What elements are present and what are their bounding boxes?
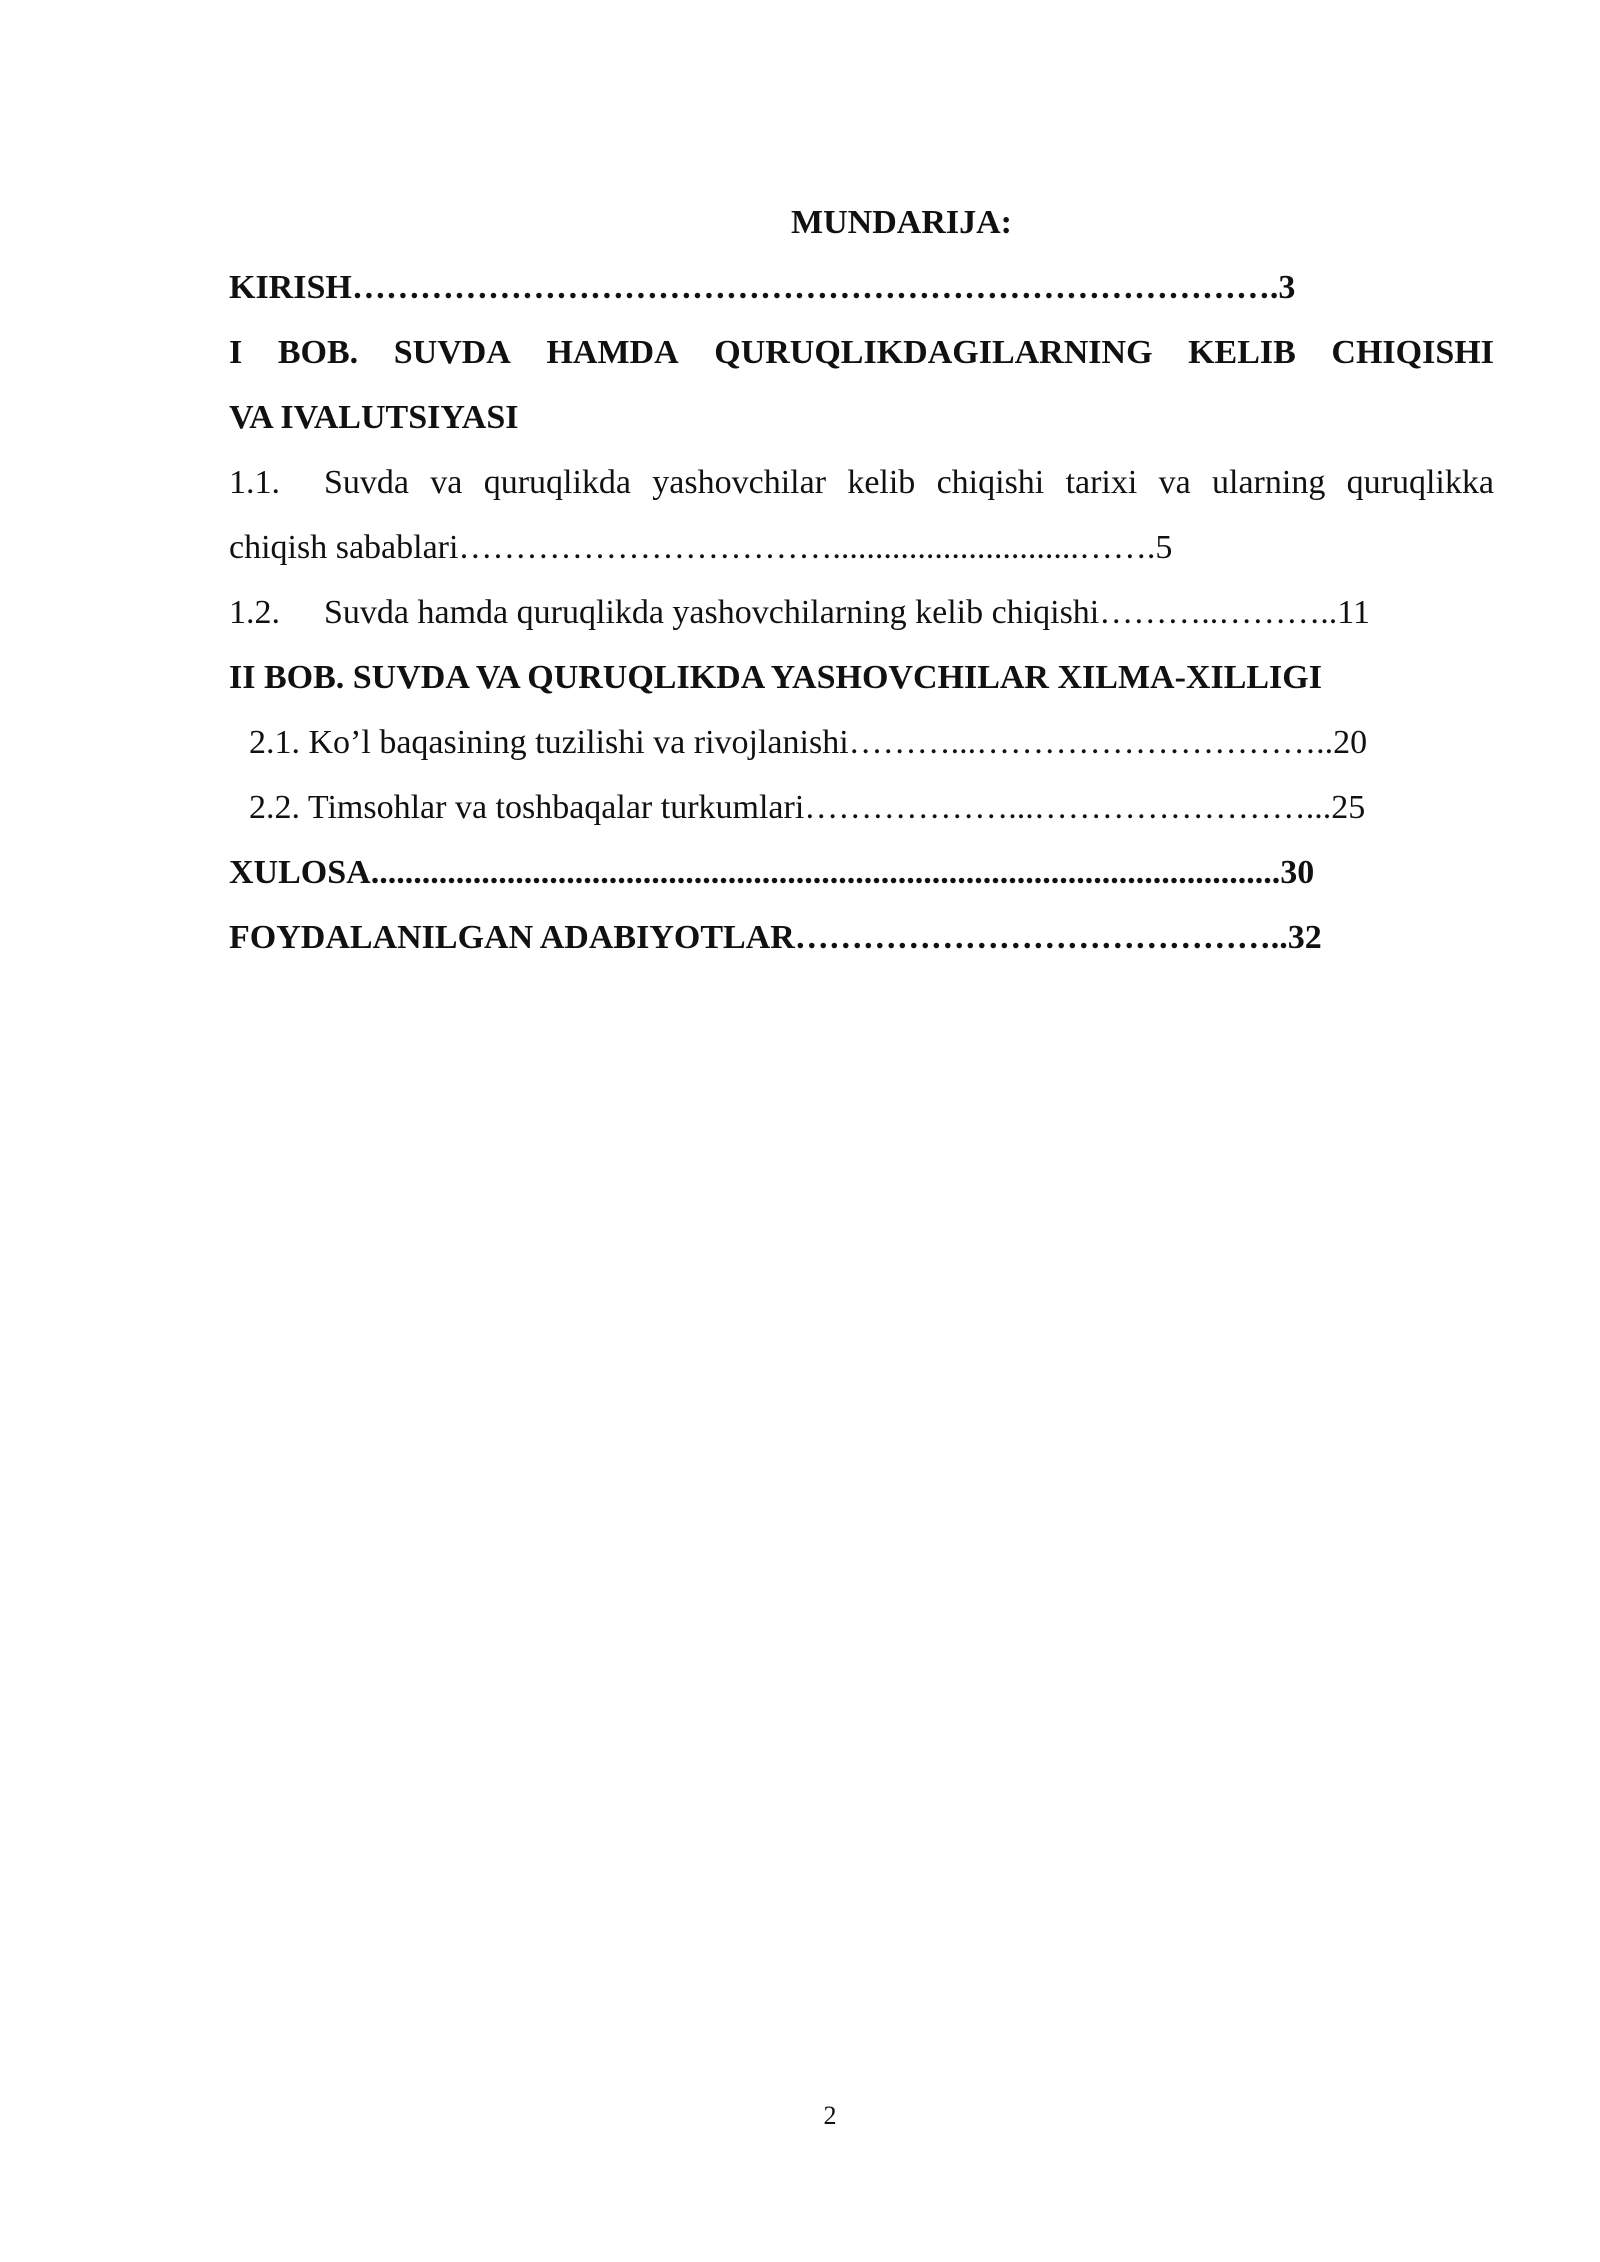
title-word: quruqlikka (1346, 464, 1494, 501)
title-word: chiqishi (936, 464, 1045, 501)
heading-word: I (229, 334, 243, 371)
title-word: va (1158, 464, 1191, 501)
toc-entry-1-2 (229, 580, 1494, 645)
section-number: 1.1. (229, 464, 280, 501)
toc-entry-2-1: 2.1. Ko’l baqasining tuzilishi va rivojlanishi………...…………………………..20 (249, 724, 1368, 761)
heading-word: CHIQISHI (1331, 334, 1494, 371)
page-number: 2 (823, 2101, 837, 2130)
title-word: tarixi (1065, 464, 1138, 501)
heading-word: KELIB (1188, 334, 1296, 371)
title-word: quruqlikda (483, 464, 631, 501)
heading-word: QURUQLIKDAGILARNING (714, 334, 1153, 371)
section-number: 1.2. (229, 594, 280, 631)
toc-entry-xulosa: XULOSA...........................................................................................................30 (229, 854, 1315, 891)
title-word: yashovchilar (652, 464, 827, 501)
toc-entry-adabiyotlar: FOYDALANILGAN ADABIYOTLAR……………………………………..32 (229, 919, 1322, 956)
toc-chapter1-heading (229, 320, 1494, 385)
toc-chapter1-heading-cont: VA IVALUTSIYASI (229, 399, 519, 436)
heading-word: BOB. (277, 334, 359, 371)
toc-entry-2-2: 2.2. Timsohlar va toshbaqalar turkumlari………………...……………………...25 (249, 789, 1366, 826)
toc-entry-1-1-cont: chiqish sabablari…………………………….............................…….5 (229, 529, 1173, 566)
title-word: kelib (847, 464, 916, 501)
toc-title: MUNDARIJA: (791, 204, 1012, 241)
toc-entry-kirish: KIRISH……………………………………………………………………….3 (229, 269, 1296, 306)
title-word: va (430, 464, 463, 501)
heading-word: HAMDA (546, 334, 679, 371)
title-word: Suvda (324, 464, 409, 501)
toc-chapter2-heading: II BOB. SUVDA VA QURUQLIKDA YASHOVCHILAR XILMA-XILLIGI (229, 659, 1322, 696)
section-title-line (324, 450, 1494, 515)
title-word: ularning (1212, 464, 1326, 501)
heading-word: SUVDA (393, 334, 511, 371)
toc-entry-1-1 (229, 450, 1494, 515)
section-title: Suvda hamda quruqlikda yashovchilarning kelib chiqishi………..………..11 (324, 594, 1370, 631)
table-of-contents (229, 190, 1494, 970)
